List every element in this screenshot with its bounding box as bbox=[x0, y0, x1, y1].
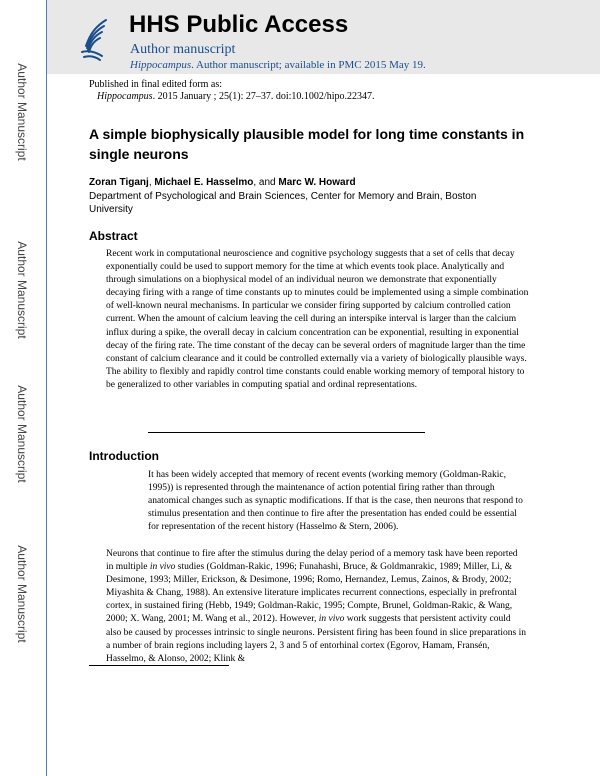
p2-italic-2: in vivo bbox=[318, 614, 345, 625]
pub-citation-text: . 2015 January ; 25(1): 27–37. doi:10.1002/hipo.22347. bbox=[152, 91, 375, 102]
header-journal: Hippocampus bbox=[130, 59, 192, 71]
side-label-2: Author Manuscript bbox=[15, 241, 29, 339]
pub-journal: Hippocampus bbox=[97, 91, 153, 102]
side-label-3: Author Manuscript bbox=[15, 385, 29, 483]
header-availability-text: . Author manuscript; available in PMC 2015 May 19. bbox=[191, 59, 426, 71]
pub-label: Published in final edited form as: bbox=[89, 79, 223, 90]
author-and: , and bbox=[253, 177, 279, 188]
affiliation: Department of Psychological and Brain Sciences, Center for Memory and Brain, Boston University bbox=[89, 191, 477, 215]
abstract-heading: Abstract bbox=[89, 229, 138, 243]
p2-part-c: work suggests that persistent activity could also be caused by processes intrinsic to single neurons. Persistent firing has been found in slice preparations in a number of brain regions including layers 2, 3 and 5 of entorhinal cortex (Egorov, Hamam, Fransén, Hasselmo, & Alonso, 2002; Klink & bbox=[106, 614, 527, 664]
authors bbox=[89, 177, 356, 188]
header-availability bbox=[130, 59, 426, 71]
p2-italic-1: in vivo bbox=[149, 562, 176, 573]
introduction-heading: Introduction bbox=[89, 449, 159, 463]
author-3: Marc W. Howard bbox=[278, 177, 356, 188]
side-label-4: Author Manuscript bbox=[15, 545, 29, 643]
author-1: Zoran Tiganj bbox=[89, 177, 149, 188]
sidebar bbox=[0, 0, 47, 776]
footnote-divider bbox=[89, 665, 229, 666]
p2-part-b: studies (Goldman-Rakic, 1996; Funahashi, Bruce, & Goldmanrakic, 1989; Miller, Li, & Desimone, 1993; Miller, Erickson, & Desimone, 1996; Romo, Hernandez, Lemus, Zainos, & Brody, 2002; Miyashita & Chang, 1988). An extensive literature implicates recurrent connections, especially in prefrontal cortex, in sustained firing (Hebb, 1949; Goldman-Rakic, 1995; Compte, Brunel, Goldman-Rakic, & Wang, 2000; X. Wang, 2001; M. Wang et al., 2012). However, bbox=[106, 562, 517, 625]
publication-info bbox=[89, 79, 375, 103]
header-subtitle: Author manuscript bbox=[130, 42, 236, 57]
p2-part-a: Neurons that continue to fire after the stimulus during the delay period of a memory task have been reported in multiple bbox=[106, 549, 518, 573]
header-title: HHS Public Access bbox=[129, 11, 349, 38]
pub-citation bbox=[97, 91, 375, 103]
abstract-divider bbox=[148, 432, 425, 433]
intro-paragraph-1: It has been widely accepted that memory of recent events (working memory (Goldman-Rakic, 1995)) is represented through the maintenance of action potential firing rather than through anatomical changes such as synaptic modifications. If that is the case, then neurons that respond to stimulus presentation and then continue to fire after the presentation has ended could be essential for representation of the recent history (Hasselmo & Stern, 2006). bbox=[148, 470, 523, 533]
intro-paragraph-2 bbox=[106, 548, 526, 666]
hhs-eagle-logo-icon bbox=[78, 16, 110, 62]
side-label-1: Author Manuscript bbox=[15, 63, 29, 161]
margin-rule bbox=[46, 0, 47, 776]
author-sep: , bbox=[148, 177, 155, 188]
article-title: A simple biophysically plausible model for long time constants in single neurons bbox=[89, 126, 525, 162]
abstract-text: Recent work in computational neuroscience and cognitive psychology suggests that a set of cells that decay exponentially could be used to support memory for the time at which events took place. Analytically and through simulations on a biophysical model of an individual neuron we demonstrate that exponentially decaying firing with a range of time constants up to minutes could be implemented using a simple combination of well-known neural mechanisms. In particular we consider firing supported by calcium controlled cation current. When the amount of calcium leaving the cell during an interspike interval is larger than the calcium influx during a spike, the overall decay in calcium concentration can be exponential, resulting in exponential decay of the firing rate. The time constant of the decay can be several orders of magnitude larger than the time constant of calcium clearance and it could be controlled externally via a variety of biologically plausible ways. The ability to flexibly and rapidly control time constants could enable working memory of temporal history to be generalized to other variables in computing spatial and ordinal representations. bbox=[106, 249, 529, 390]
author-2: Michael E. Hasselmo bbox=[154, 177, 254, 188]
